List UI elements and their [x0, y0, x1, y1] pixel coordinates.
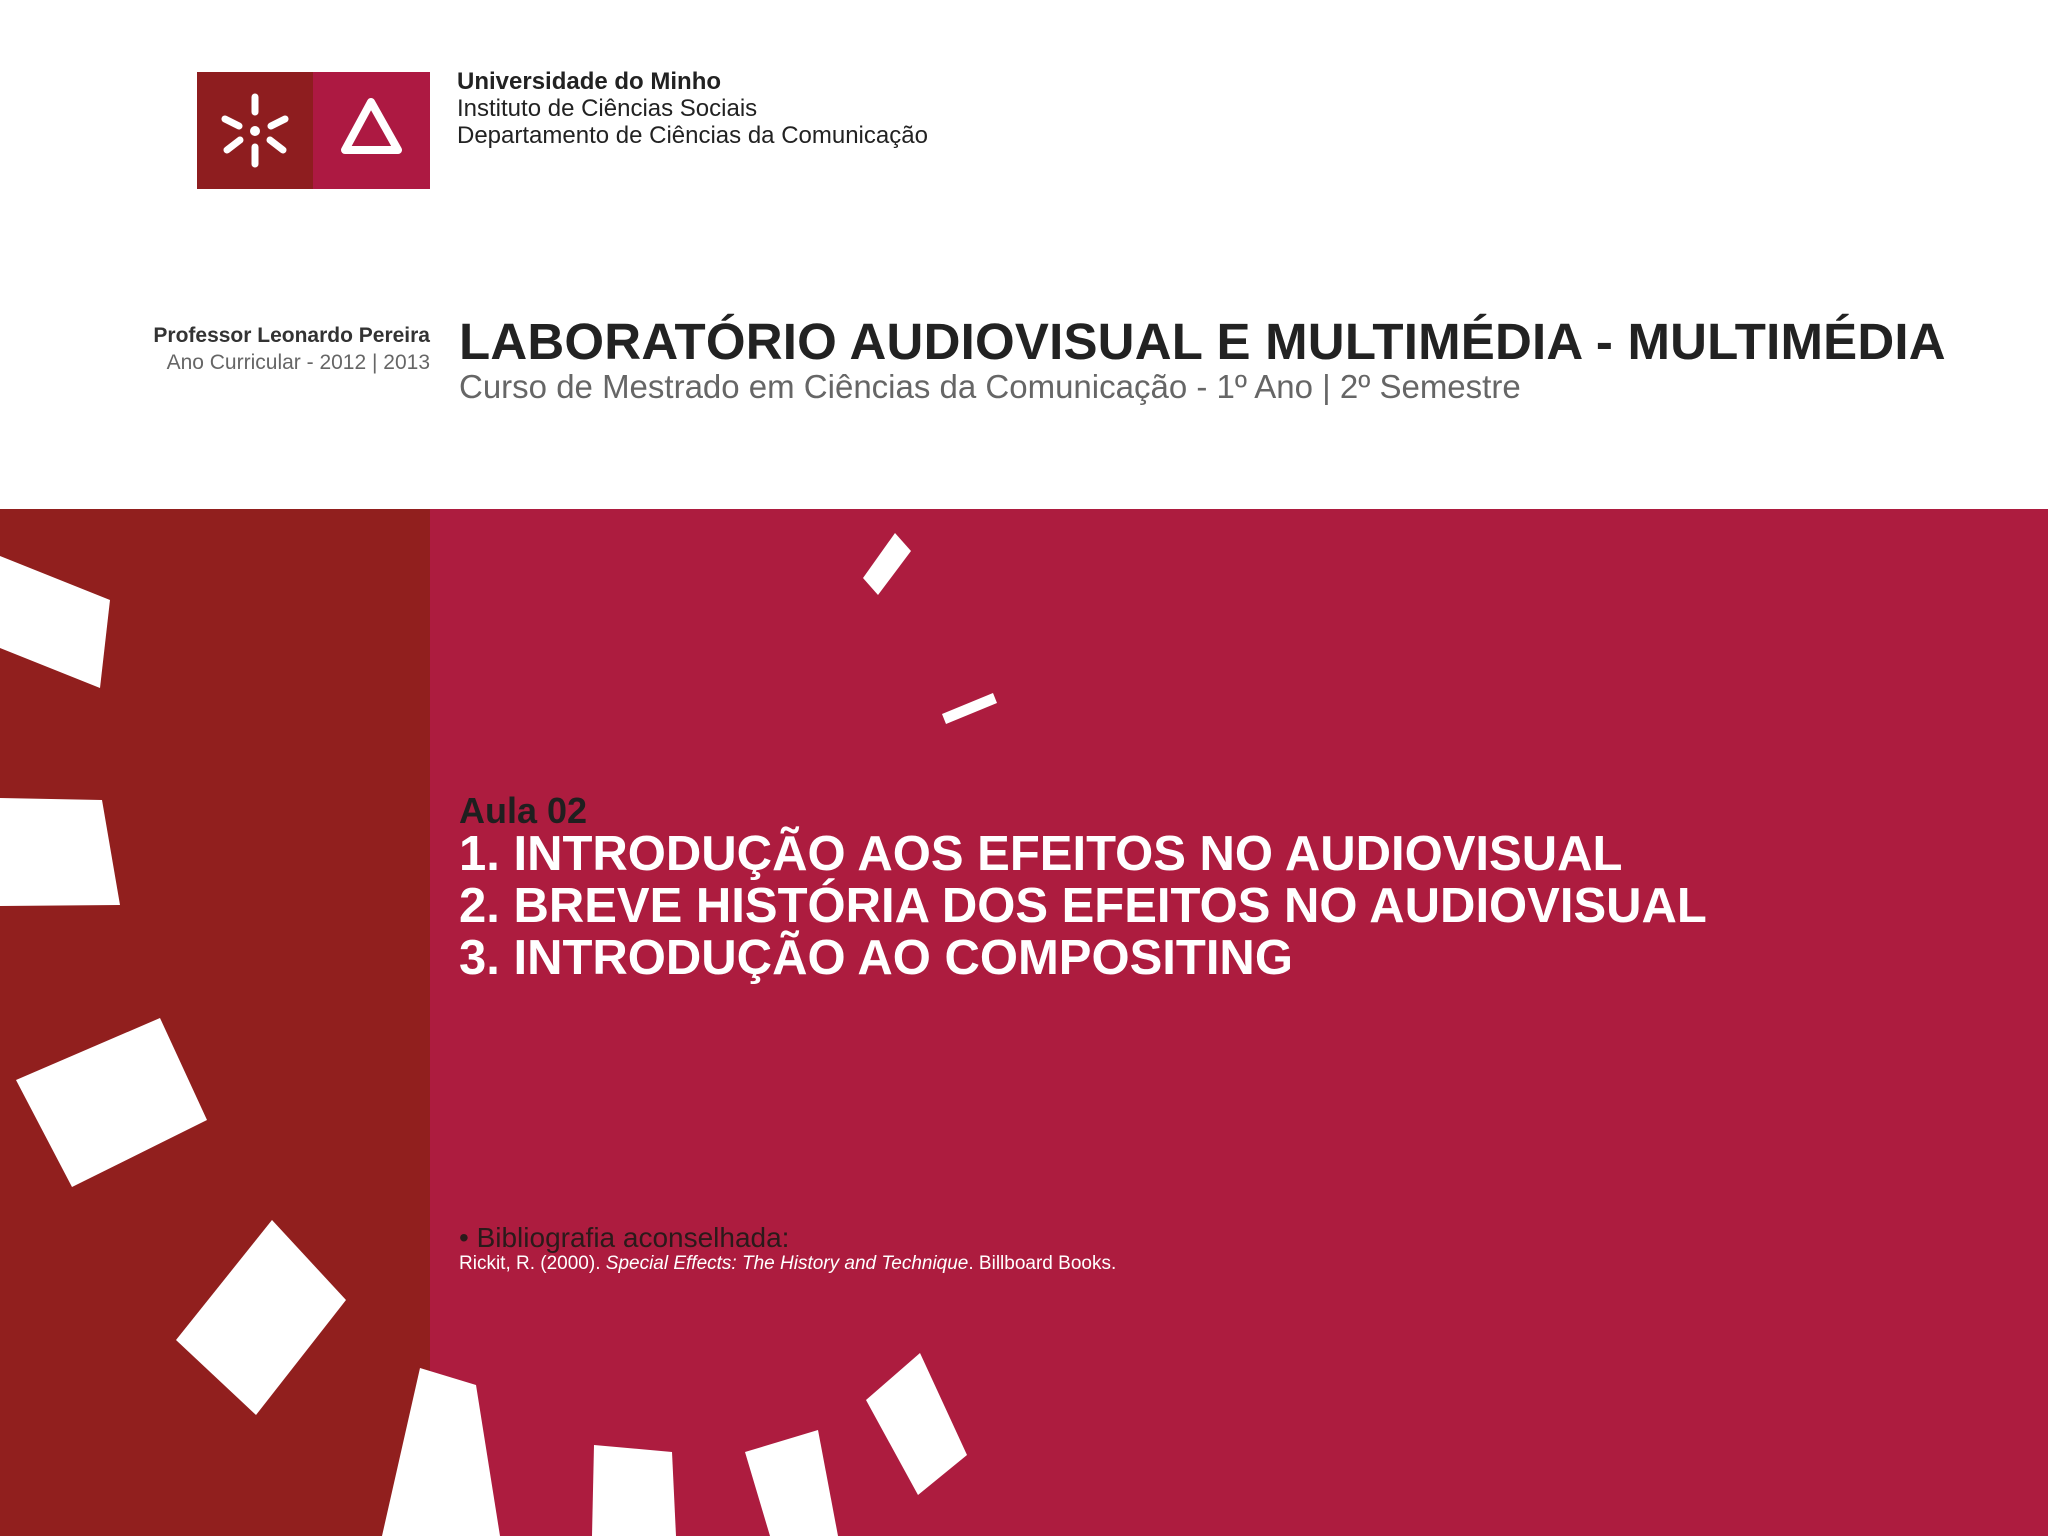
- institute-name: Instituto de Ciências Sociais: [457, 95, 758, 122]
- reference-author: Rickit, R. (2000).: [459, 1253, 606, 1274]
- reference-title: Special Effects: The History and Technique: [605, 1253, 969, 1274]
- topic-item: 1. INTRODUÇÃO AOS EFEITOS NO AUDIOVISUAL: [459, 827, 1623, 881]
- course-title: LABORATÓRIO AUDIOVISUAL E MULTIMÉDIA - MULTIMÉDIA: [459, 313, 1946, 370]
- reference-publisher: . Billboard Books.: [968, 1253, 1117, 1274]
- topic-list: [459, 828, 1707, 984]
- department-name: Departamento de Ciências da Comunicação: [457, 122, 928, 149]
- ray-shape: [176, 1220, 346, 1415]
- bibliography-heading: • Bibliografia aconselhada:: [459, 1222, 790, 1253]
- ray-shape: [745, 1430, 838, 1536]
- curricular-year: Ano Curricular - 2012 | 2013: [166, 351, 430, 374]
- bibliography-reference: [459, 1253, 1116, 1275]
- university-name: Universidade do Minho: [457, 68, 722, 95]
- ray-shape: [942, 693, 997, 724]
- ray-shape: [0, 556, 110, 688]
- ray-shape: [866, 1353, 967, 1495]
- ray-shape: [382, 1368, 500, 1536]
- ray-shape: [863, 533, 911, 595]
- professor-name: Professor Leonardo Pereira: [153, 324, 430, 347]
- ray-shape: [592, 1445, 676, 1536]
- ray-shape: [16, 1018, 207, 1187]
- ray-shape: [0, 798, 120, 906]
- topic-item: 3. INTRODUÇÃO AO COMPOSITING: [459, 931, 1293, 985]
- lesson-label: Aula 02: [459, 790, 588, 831]
- topic-item: 2. BREVE HISTÓRIA DOS EFEITOS NO AUDIOVISUAL: [459, 879, 1707, 933]
- course-subtitle: Curso de Mestrado em Ciências da Comunicação - 1º Ano | 2º Semestre: [459, 368, 1521, 405]
